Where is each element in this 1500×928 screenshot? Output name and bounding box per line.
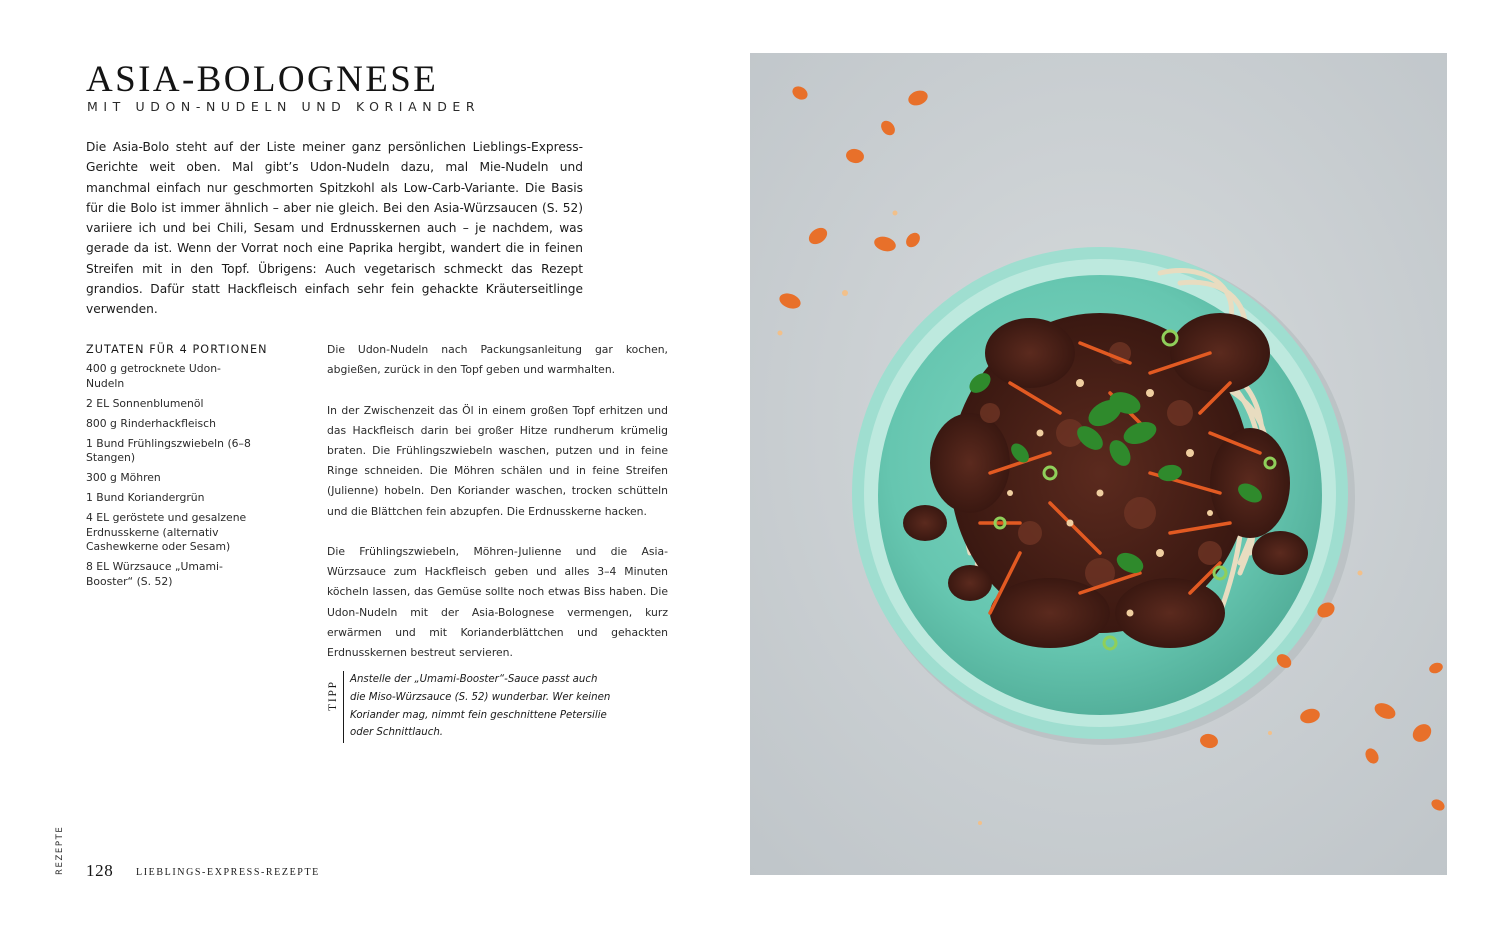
tip-label: TIPP (327, 680, 339, 712)
page-number: 128 (86, 861, 114, 880)
ingredient-item: 1 Bund Koriandergrün (86, 491, 205, 504)
recipe-title (86, 58, 438, 102)
ingredients-heading: ZUTATEN FÜR 4 PORTIONEN (86, 343, 268, 356)
ingredient-item: 2 EL Sonnenblumenöl (86, 396, 204, 410)
tip-divider (343, 671, 344, 743)
ingredient-item: 8 EL Würzsauce „Umami-Booster“ (S. 52) (86, 560, 223, 588)
step-paragraph: In der Zwischenzeit das Öl in einem großen Topf erhitzen und das Hackfleisch darin bei großer Hitze rundherum krümelig braten. Die Frühlingszwiebeln waschen, putzen und in feine Ringe schneiden. Die Möhren schälen und in feine Streifen (Julienne) hobeln. Den Koriander waschen, trocken schütteln und die Blättchen fein abzupfen. Die Erdnusskerne hacken. (327, 403, 668, 518)
intro-paragraph: Die Asia-Bolo steht auf der Liste meiner ganz persönlichen Lieblings-Express-Gerichte weit oben. Mal gibt’s Udon-Nudeln dazu, mal Mie-Nudeln und manchmal einfach nur geschmorten Spitzkohl als Low-Carb-Variante. Die Basis für die Bolo ist immer ähnlich – aber nie gleich. Bei den Asia-Würzsaucen (S. 52) variiere ich und bei Chili, Sesam und Erdnusskernen auch – je nachdem, was gerade da ist. Wenn der Vorrat noch eine Paprika hergibt, wandert die in feinen Streifen mit in den Topf. Übrigens: Auch vegetarisch schmeckt das Rezept grandios. Dafür statt Hackfleisch einfach sehr fein gehackte Kräuterseitlinge verwenden. (86, 140, 583, 317)
ingredient-item: 800 g Rinderhackfleisch (86, 416, 216, 430)
recipe-title-text: ASIA-BOLOGNESE (86, 59, 439, 100)
step-paragraph: Die Frühlingszwiebeln, Möhren-Julienne und die Asia-Würzsauce zum Hackfleisch geben und alles 3–4 Minuten köcheln lassen, das Gemüse sollte noch etwas Biss haben. Die Udon-Nudeln mit der Asia-Bolognese vermengen, kurz erwärmen und mit Korianderblättchen und gehackten Erdnusskernen bestreut servieren. (327, 545, 668, 660)
dish-photo-illustration (750, 53, 1447, 875)
ingredient-item: 4 EL geröstete und gesalzene Erdnusskerne (alternativ Cashewkerne oder Sesam) (86, 511, 247, 553)
dish-photo (750, 53, 1447, 875)
recipe-subtitle (87, 98, 480, 116)
ingredient-item: 1 Bund Frühlingszwiebeln (6–8 Stangen) (86, 436, 251, 464)
running-head: LIEBLINGS-EXPRESS-REZEPTE (136, 867, 320, 878)
ingredient-item: 400 g getrocknete Udon-Nudeln (86, 362, 221, 390)
ingredients-list (86, 362, 256, 595)
preparation-steps (327, 340, 668, 683)
ingredient-item: 300 g Möhren (86, 471, 161, 484)
section-side-label: REZEPTE (55, 825, 65, 875)
step-paragraph: Die Udon-Nudeln nach Packungsanleitung gar kochen, abgießen, zurück in den Topf geben und warmhalten. (327, 343, 668, 377)
tip-text: Anstelle der „Umami-Booster“-Sauce passt auch die Miso-Würzsauce (S. 52) wunderbar. Wer keinen Koriander mag, nimmt fein geschnittene Petersilie oder Schnittlauch. (350, 674, 611, 739)
recipe-subtitle-text: MIT UDON-NUDELN UND KORIANDER (87, 99, 481, 114)
